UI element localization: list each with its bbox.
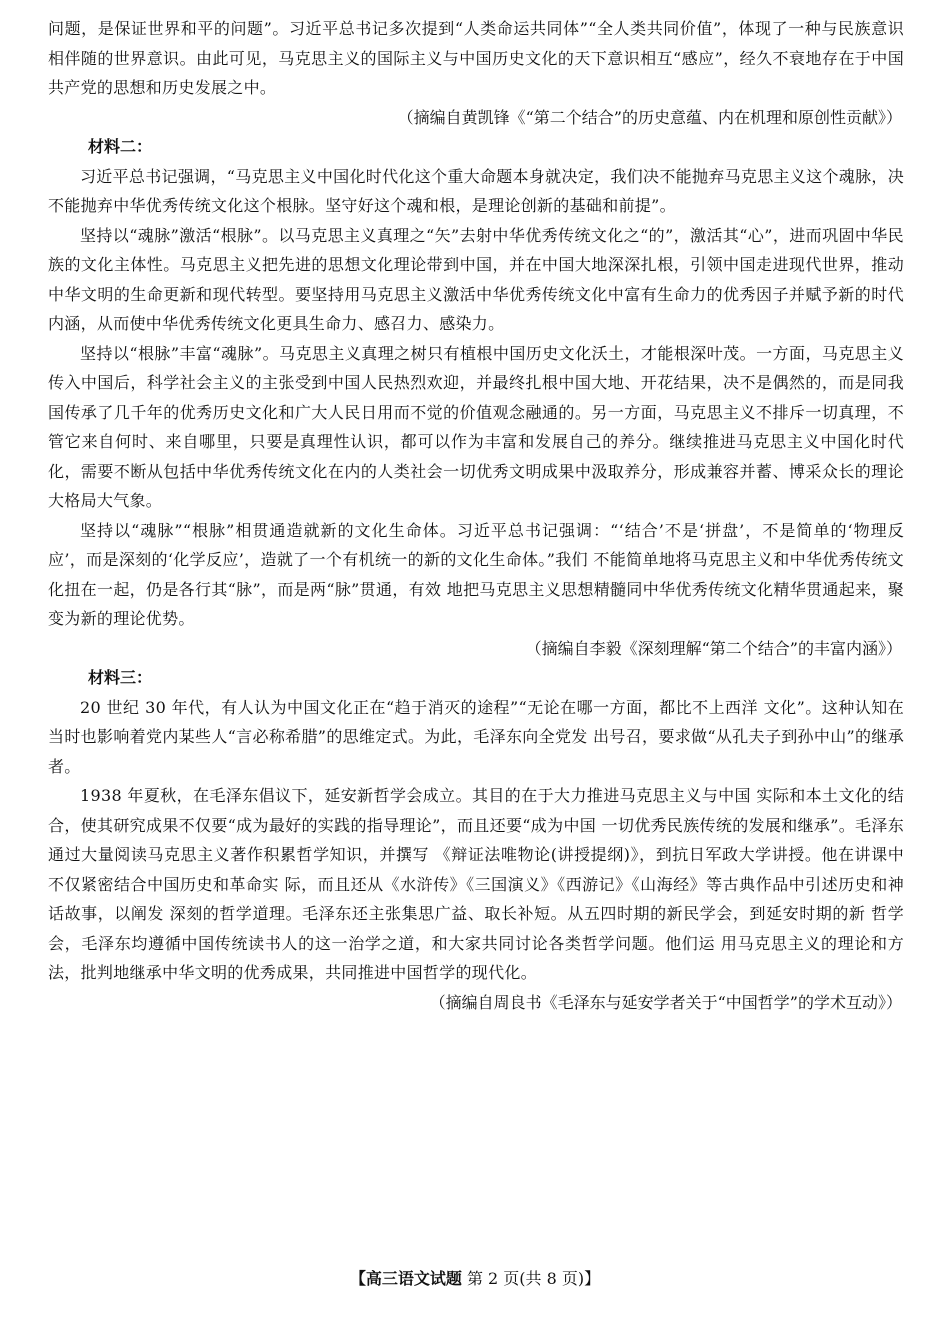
footer-page-number: 第 2 页(共 8 页)】 <box>466 1269 601 1288</box>
material2-paragraph-3: 坚持以“根脉”丰富“魂脉”。马克思主义真理之树只有植根中国历史文化沃土，才能根深叶茂。一方面，马克思主义传入中国后，科学社会主义的主张受到中国人民热烈欢迎，并最终扎根中国大地、开花结果，决不是偶然的，而是同我国传承了几千年的优秀历史文化和广大人民日用而不觉的价值观念融通的。另一方面，马克思主义不排斥一切真理，不管它来自何时、来自哪里，只要是真理性认识，都可以作为丰富和发展自己的养分。继续推进马克思主义中国化时代化，需要不断从包括中华优秀传统文化在内的人类社会一切优秀文明成果中汲取养分，形成兼容并蓄、博采众长的理论大格局大气象。 <box>48 343 904 510</box>
material2-paragraph-2: 坚持以“魂脉”激活“根脉”。以马克思主义真理之“矢”去射中华优秀传统文化之“的”，激活其“心”，进而巩固中华民族的文化主体性。马克思主义把先进的思想文化理论带到中国，并在中国大地深深扎根，引领中国走进现代世界，推动中华文明的生命更新和现代转型。要坚持用马克思主义激活中华优秀传统文化中富有生命力的优秀因子并赋予新的时代内涵，从而使中华优秀传统文化更具生命力、感召力、感染力。 <box>48 225 904 333</box>
material2-heading: 材料二： <box>88 137 153 156</box>
material2-paragraph-1: 习近平总书记强调，“马克思主义中国化时代化这个重大命题本身就决定，我们决不能抛弃马克思主义这个魂脉，决不能抛弃中华优秀传统文化这个根脉。坚守好这个魂和根，是理论创新的基础和前提”。 <box>48 166 904 215</box>
material3-paragraph-2: 1938 年夏秋，在毛泽东倡议下，延安新哲学会成立。其目的在于大力推进马克思主义与中国 实际和本土文化的结合，使其研究成果不仅要“成为最好的实践的指导理论”，而且还要“成为中国 一切优秀民族传统的发展和继承”。毛泽东通过大量阅读马克思主义著作积累哲学知识，并撰写 《辩证法唯物论(讲授提纲)》，到抗日军政大学讲授。他在讲课中不仅紧密结合中国历史和革命实 际，而且还从《水浒传》《三国演义》《西游记》《山海经》等古典作品中引述历史和神话故事，以阐发 深刻的哲学道理。毛泽东还主张集思广益、取长补短。从五四时期的新民学会，到延安时期的新 哲学会，毛泽东均遵循中国传统读书人的这一治学之道，和大家共同讨论各类哲学问题。他们运 用马克思主义的理论和方法，批判地继承中华文明的优秀成果，共同推进中国哲学的现代化。 <box>48 786 904 982</box>
page-footer <box>0 1267 950 1291</box>
document-page <box>48 14 904 1017</box>
material2-source: （摘编自李毅《深刻理解“第二个结合”的丰富内涵》） <box>525 638 902 658</box>
material3-source: （摘编自周良书《毛泽东与延安学者关于“中国哲学”的学术互动》） <box>429 992 902 1012</box>
material3-heading: 材料三： <box>88 668 153 687</box>
material1-source: （摘编自黄凯锋《“第二个结合”的历史意蕴、内在机理和原创性贡献》） <box>397 107 902 127</box>
footer-title: 【高三语文试题 <box>349 1269 462 1288</box>
material1-tail-paragraph: 问题，是保证世界和平的问题”。习近平总书记多次提到“人类命运共同体”“全人类共同价值”，体现了一种与民族意识相伴随的世界意识。由此可见，马克思主义的国际主义与中国历史文化的天下意识相互“感应”，经久不衰地存在于中国共产党的思想和历史发展之中。 <box>48 19 904 97</box>
material3-paragraph-1: 20 世纪 30 年代，有人认为中国文化正在“趋于消灭的途程”“无论在哪一方面，都比不上西洋 文化”。这种认知在当时也影响着党内某些人“言必称希腊”的思维定式。为此，毛泽东向全党发 出号召，要求做“从孔夫子到孙中山”的继承者。 <box>48 697 904 776</box>
material2-paragraph-4: 坚持以“魂脉”“根脉”相贯通造就新的文化生命体。习近平总书记强调：“‘结合’不是‘拼盘’，不是简单的‘物理反应’，而是深刻的‘化学反应’，造就了一个有机统一的新的文化生命体。”我们 不能简单地将马克思主义和中华优秀传统文化扭在一起，仍是各行其“脉”，而是两“脉”贯通，有效 地把马克思主义思想精髓同中华优秀传统文化精华贯通起来，聚变为新的理论优势。 <box>48 520 904 628</box>
